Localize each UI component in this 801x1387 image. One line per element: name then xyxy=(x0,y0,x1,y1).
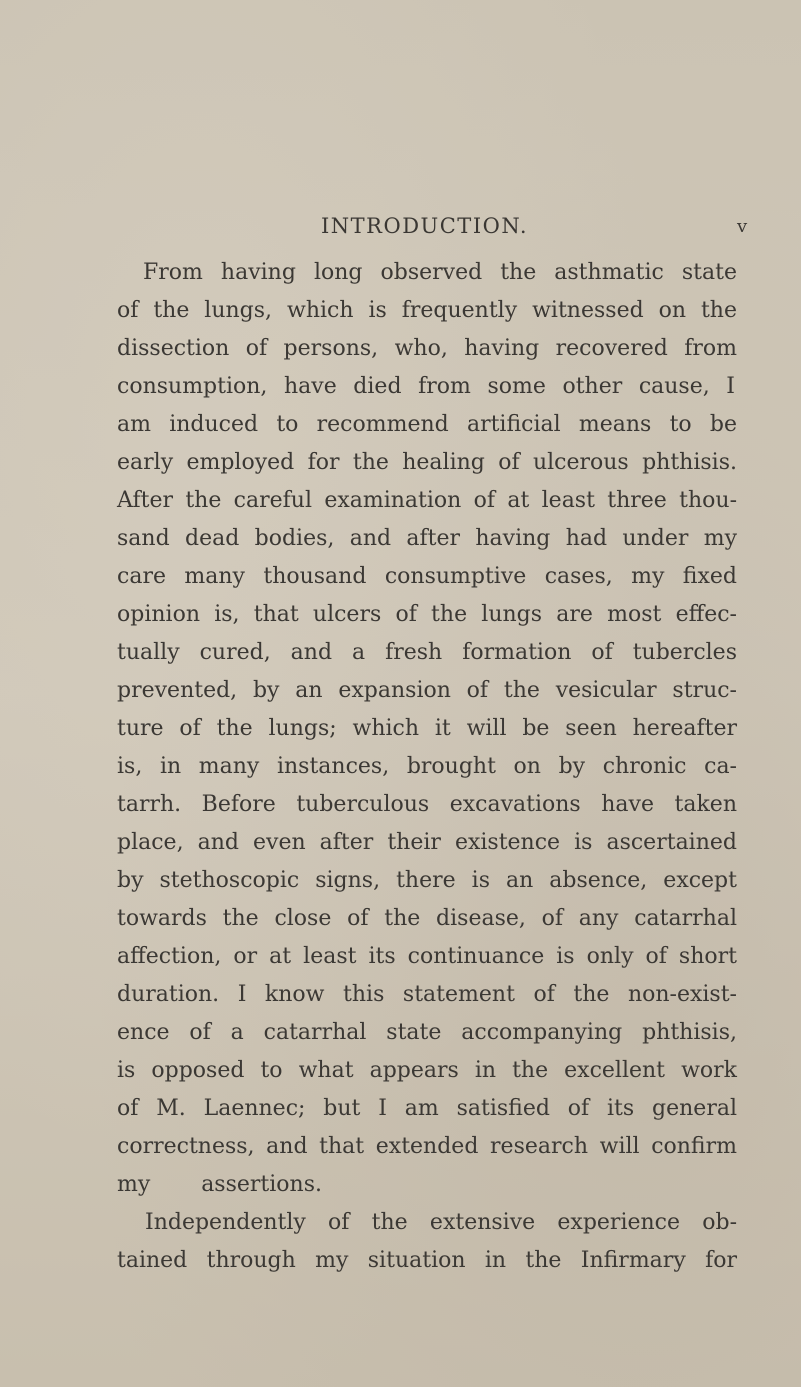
text-line: opinion is, that ulcers of the lungs are most effec- xyxy=(117,602,737,627)
text-line: prevented, by an expansion of the vesicular struc- xyxy=(117,678,737,703)
text-line: correctness, and that extended research will confirm xyxy=(117,1134,737,1159)
running-head-title: INTRODUCTION. xyxy=(321,214,529,238)
text-line: Independently of the extensive experience ob- xyxy=(145,1210,737,1235)
text-line: sand dead bodies, and after having had under my xyxy=(117,526,737,551)
page-number: v xyxy=(737,216,748,237)
text-line: is, in many instances, brought on by chronic ca- xyxy=(117,754,737,779)
text-line: dissection of persons, who, having recovered from xyxy=(117,336,737,361)
text-line: by stethoscopic signs, there is an absence, except xyxy=(117,868,737,893)
text-line: of M. Laennec; but I am satisfied of its general xyxy=(117,1096,737,1121)
text-line: place, and even after their existence is ascertained xyxy=(117,830,737,855)
text-line: is opposed to what appears in the excellent work xyxy=(117,1058,737,1083)
text-line: ence of a catarrhal state accompanying phthisis, xyxy=(117,1020,737,1045)
text-line: tained through my situation in the Infirmary for xyxy=(117,1248,737,1273)
text-line: care many thousand consumptive cases, my fixed xyxy=(117,564,737,589)
running-head xyxy=(0,214,801,244)
text-line: towards the close of the disease, of any catarrhal xyxy=(117,906,737,931)
text-line: After the careful examination of at least three thou- xyxy=(117,488,737,513)
text-line: my assertions. xyxy=(117,1172,322,1197)
text-line: From having long observed the asthmatic state xyxy=(143,260,737,285)
text-line: am induced to recommend artificial means to be xyxy=(117,412,737,437)
text-line: tually cured, and a fresh formation of tubercles xyxy=(117,640,737,665)
text-line: affection, or at least its continuance is only of short xyxy=(117,944,737,969)
text-line: ture of the lungs; which it will be seen hereafter xyxy=(117,716,737,741)
text-line: consumption, have died from some other cause, I xyxy=(117,374,735,399)
text-line: duration. I know this statement of the non-exist- xyxy=(117,982,737,1007)
text-line: of the lungs, which is frequently witnessed on the xyxy=(117,298,737,323)
text-line: early employed for the healing of ulcerous phthisis. xyxy=(117,450,737,475)
text-line: tarrh. Before tuberculous excavations have taken xyxy=(117,792,737,817)
